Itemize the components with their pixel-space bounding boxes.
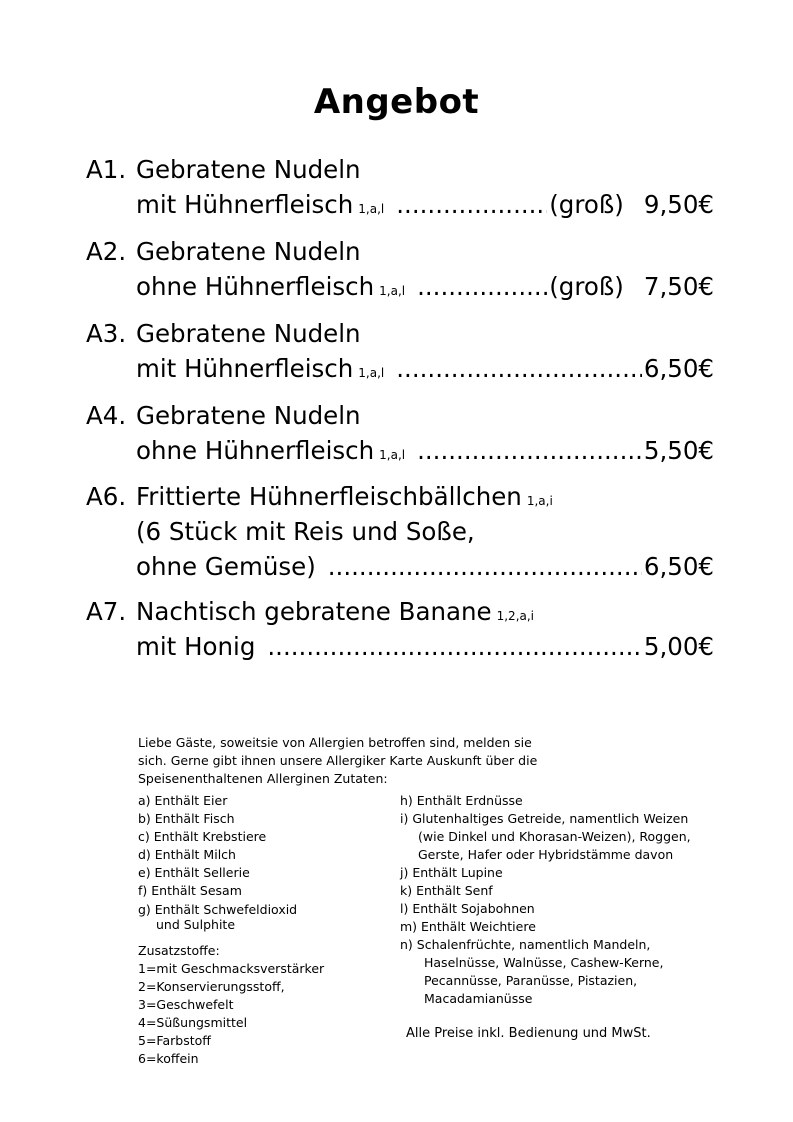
item-code: A3. <box>86 319 127 348</box>
allergen-c: c) Enthält Krebstiere <box>138 829 267 844</box>
allergen-m: m) Enthält Weichtiere <box>400 919 536 934</box>
allergen-codes: 1,a,l <box>358 366 385 380</box>
additive-6: 6=koffein <box>138 1051 199 1066</box>
allergen-k: k) Enthält Senf <box>400 883 493 898</box>
item-price: 6,50€ <box>643 552 714 581</box>
allergen-h: h) Enthält Erdnüsse <box>400 793 523 808</box>
item-name: Gebratene Nudeln <box>136 237 361 266</box>
item-code: A7. <box>86 597 127 626</box>
allergen-i-cont: Gerste, Hafer oder Hybridstämme davon <box>418 847 674 862</box>
allergen-a: a) Enthält Eier <box>138 793 228 808</box>
allergen-f: f) Enthält Sesam <box>138 883 242 898</box>
allergen-codes: 1,a,l <box>379 448 406 462</box>
item-code: A2. <box>86 237 127 266</box>
leader-dots <box>417 433 642 468</box>
item-size: (groß) <box>549 272 624 301</box>
allergen-intro <box>138 734 598 788</box>
item-name: Nachtisch gebratene Banane <box>136 597 492 626</box>
intro-line: Liebe Gäste, soweitsie von Allergien betroffen sind, melden sie <box>138 735 532 750</box>
menu-item-a7 <box>86 594 714 664</box>
item-name: Gebratene Nudeln <box>136 155 361 184</box>
additives <box>138 942 388 1068</box>
additive-3: 3=Geschwefelt <box>138 997 234 1012</box>
allergen-n-cont: Pecannüsse, Paranüsse, Pistazien, <box>424 973 638 988</box>
additive-1: 1=mit Geschmacksverstärker <box>138 961 325 976</box>
item-desc: mit Hühnerfleisch <box>136 190 354 219</box>
intro-line: Speisenenthaltenen Allerginen Zutaten: <box>138 771 388 786</box>
allergen-d: d) Enthält Milch <box>138 847 236 862</box>
item-desc: mit Honig <box>136 632 256 661</box>
allergen-n-cont: Macadamianüsse <box>424 991 533 1006</box>
item-code: A6. <box>86 482 127 511</box>
allergen-list-left <box>138 792 388 932</box>
menu-item-a3 <box>86 316 714 386</box>
allergen-i: i) Glutenhaltiges Getreide, namentlich Weizen <box>400 811 689 826</box>
allergen-list-right <box>400 792 720 1008</box>
item-price: 5,50€ <box>643 436 714 465</box>
item-desc: ohne Hühnerfleisch <box>136 272 375 301</box>
menu-item-a6 <box>86 479 714 584</box>
leader-dots <box>328 549 642 584</box>
allergen-l: l) Enthält Sojabohnen <box>400 901 535 916</box>
leader-dots <box>396 187 547 222</box>
item-desc: ohne Hühnerfleisch <box>136 436 375 465</box>
price-footer: Alle Preise inkl. Bedienung und MwSt. <box>406 1026 651 1041</box>
allergen-n: n) Schalenfrüchte, namentlich Mandeln, <box>400 937 651 952</box>
item-price: 6,50€ <box>643 354 714 383</box>
allergen-n-cont: Haselnüsse, Walnüsse, Cashew-Kerne, <box>424 955 664 970</box>
allergen-e: e) Enthält Sellerie <box>138 865 250 880</box>
item-desc: (6 Stück mit Reis und Soße, <box>136 517 475 546</box>
item-name: Frittierte Hühnerfleischbällchen <box>136 482 522 511</box>
allergen-b: b) Enthält Fisch <box>138 811 235 826</box>
item-code: A1. <box>86 155 127 184</box>
additive-5: 5=Farbstoff <box>138 1033 211 1048</box>
menu-item-a2 <box>86 234 714 304</box>
allergen-codes: 1,a,i <box>526 494 553 508</box>
additives-title: Zusatzstoffe: <box>138 943 220 958</box>
menu-item-a4 <box>86 398 714 468</box>
leader-dots <box>396 351 642 386</box>
intro-line: sich. Gerne gibt ihnen unsere Allergiker Karte Auskunft über die <box>138 753 538 768</box>
item-name: Gebratene Nudeln <box>136 401 361 430</box>
item-name: Gebratene Nudeln <box>136 319 361 348</box>
allergen-j: j) Enthält Lupine <box>400 865 503 880</box>
item-desc: mit Hühnerfleisch <box>136 354 354 383</box>
item-desc: ohne Gemüse) <box>136 552 316 581</box>
leader-dots <box>417 269 547 304</box>
allergen-codes: 1,2,a,i <box>496 609 535 623</box>
allergen-codes: 1,a,l <box>358 202 385 216</box>
item-code: A4. <box>86 401 127 430</box>
allergen-codes: 1,a,l <box>379 284 406 298</box>
allergen-g-cont: und Sulphite <box>156 917 236 932</box>
page-title: Angebot <box>313 82 480 122</box>
item-price: 5,00€ <box>643 632 714 661</box>
additive-2: 2=Konservierungsstoff, <box>138 979 285 994</box>
allergen-g: g) Enthält Schwefeldioxid <box>138 902 298 917</box>
additive-4: 4=Süßungsmittel <box>138 1015 248 1030</box>
allergen-i-cont: (wie Dinkel und Khorasan-Weizen), Roggen, <box>418 829 691 844</box>
item-price: 7,50€ <box>643 272 714 301</box>
item-size: (groß) <box>549 190 624 219</box>
leader-dots <box>267 629 641 664</box>
menu-item-a1 <box>86 152 714 222</box>
item-price: 9,50€ <box>643 190 714 219</box>
